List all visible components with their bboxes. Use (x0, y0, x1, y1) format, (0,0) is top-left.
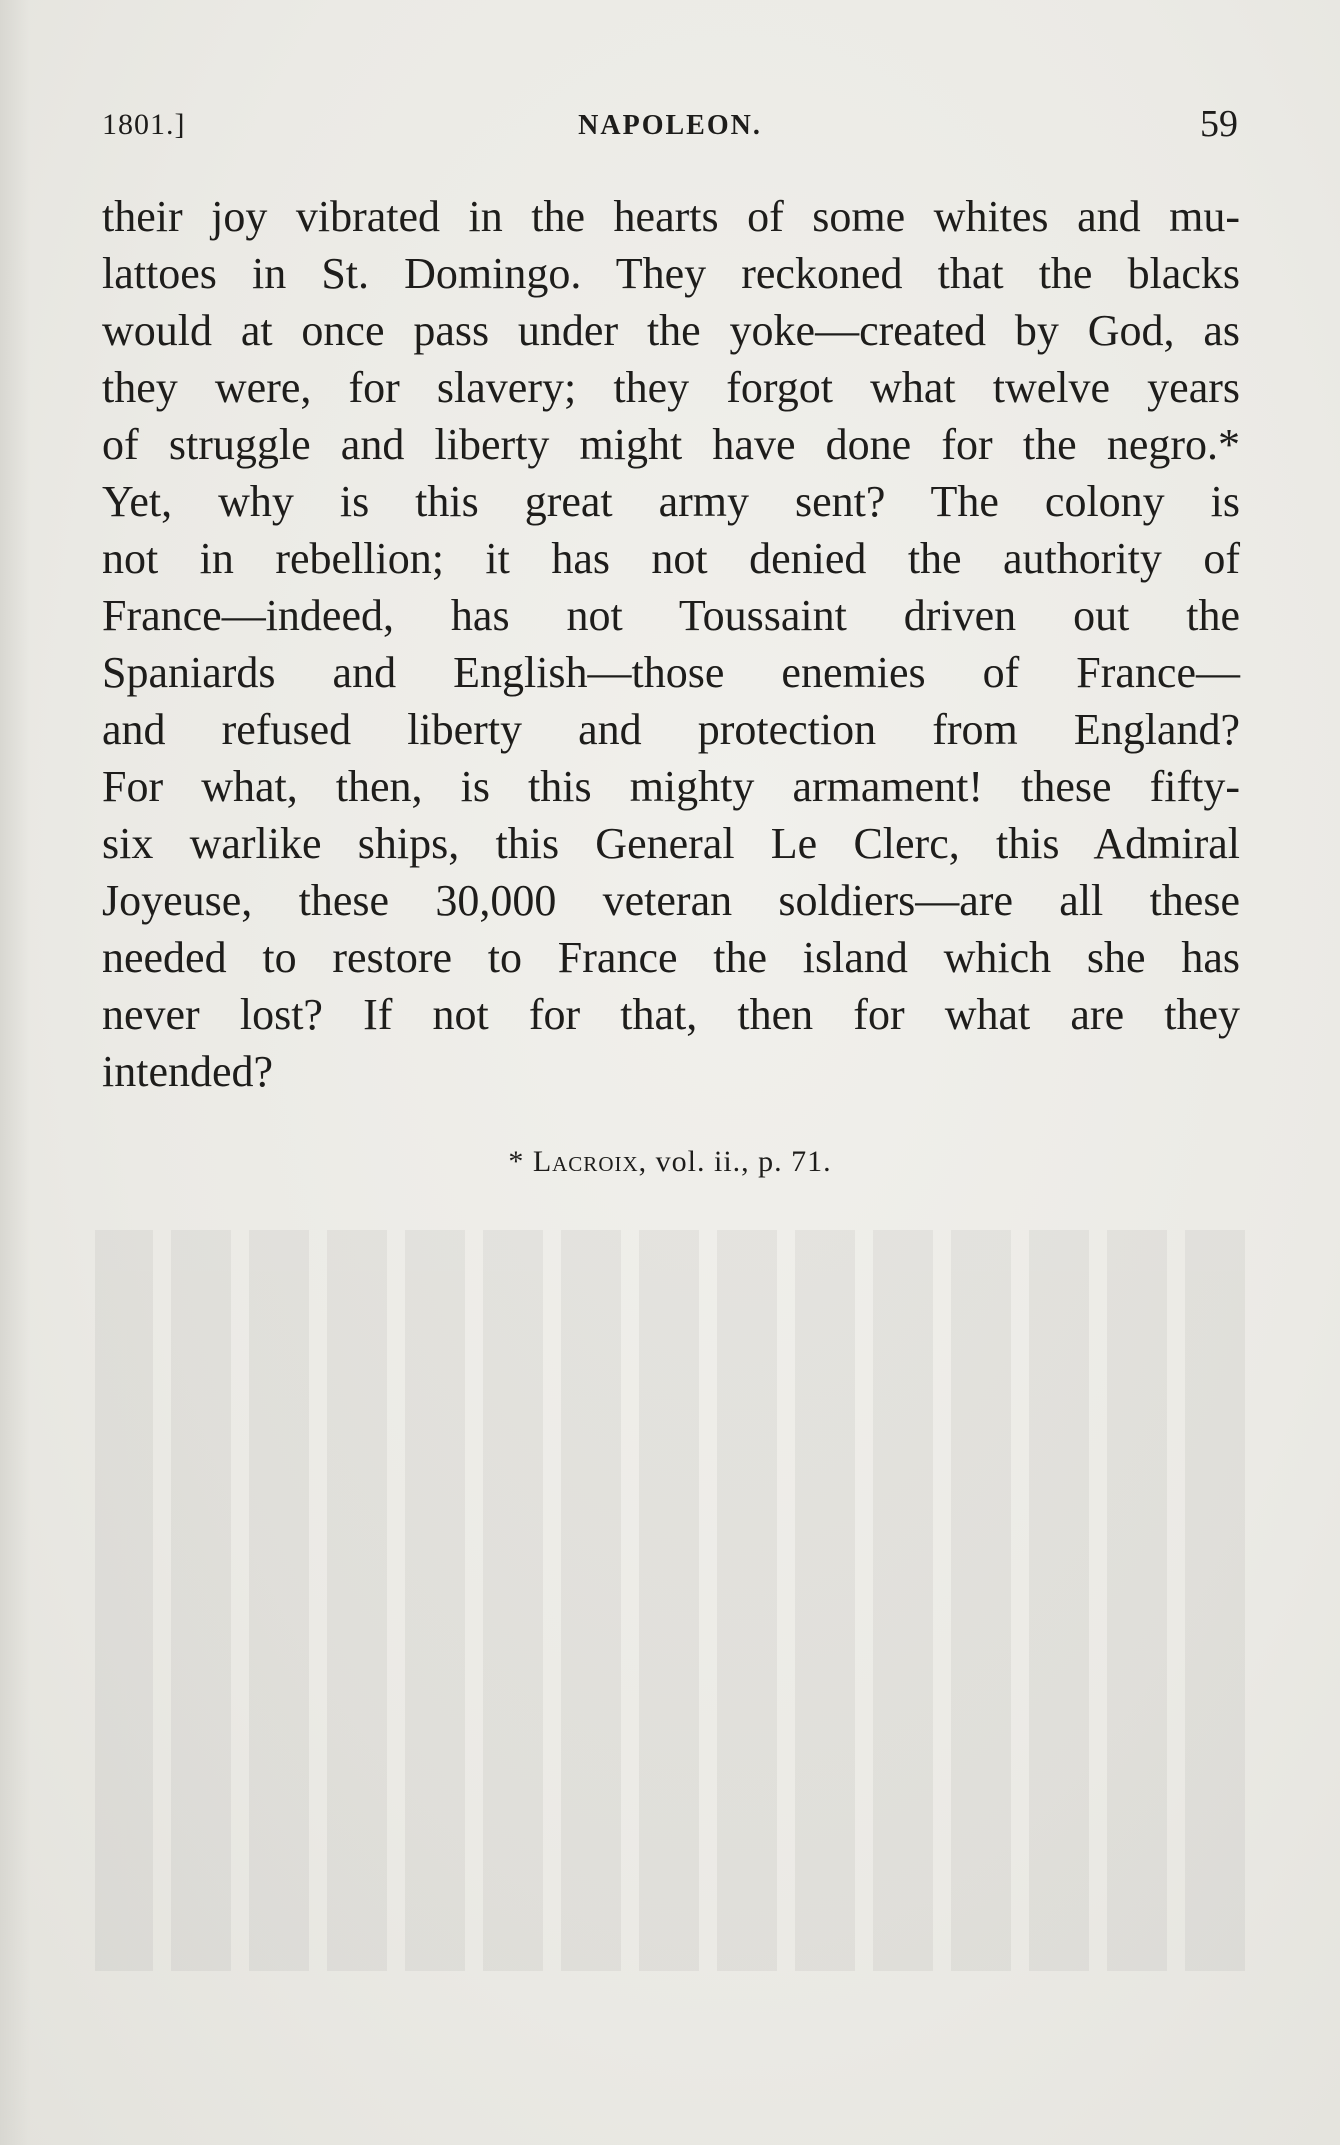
text-line: For what, then, is this mighty armament! these fifty- (102, 762, 1240, 811)
text-line: intended? (102, 1047, 274, 1096)
text-line: lattoes in St. Domingo. They reckoned that the blacks (102, 249, 1240, 298)
running-head-title: NAPOLEON. (578, 110, 762, 141)
footnote-author: Lacroix (532, 1145, 639, 1178)
text-line: Spaniards and English—those enemies of France— (102, 648, 1240, 697)
text-line: France—indeed, has not Toussaint driven out the (102, 591, 1240, 640)
text-line: would at once pass under the yoke—created by God, as (102, 306, 1240, 355)
running-head-year: 1801.] (102, 108, 186, 141)
text-line: Joyeuse, these 30,000 veteran soldiers—are all these (102, 876, 1240, 925)
page-number: 59 (1200, 103, 1238, 145)
text-line: needed to restore to France the island which she has (102, 933, 1240, 982)
text-line: of struggle and liberty might have done for the negro.* (102, 420, 1240, 469)
text-line: not in rebellion; it has not denied the authority of (102, 534, 1240, 583)
running-head (102, 102, 1238, 152)
footnote (0, 1145, 1340, 1179)
show-through-texture (95, 1230, 1245, 1971)
text-line: their joy vibrated in the hearts of some whites and mu- (102, 192, 1240, 241)
footnote-citation: , vol. ii., p. 71. (638, 1145, 832, 1178)
text-line: and refused liberty and protection from England? (102, 705, 1240, 754)
text-line: never lost? If not for that, then for what are they (102, 990, 1240, 1039)
text-line: Yet, why is this great army sent? The colony is (102, 477, 1240, 526)
text-line: six warlike ships, this General Le Clerc, this Admiral (102, 819, 1240, 868)
footnote-marker: * (508, 1145, 525, 1178)
body-text (102, 188, 1240, 1100)
text-line: they were, for slavery; they forgot what twelve years (102, 363, 1240, 412)
gutter-shadow (0, 0, 30, 2145)
